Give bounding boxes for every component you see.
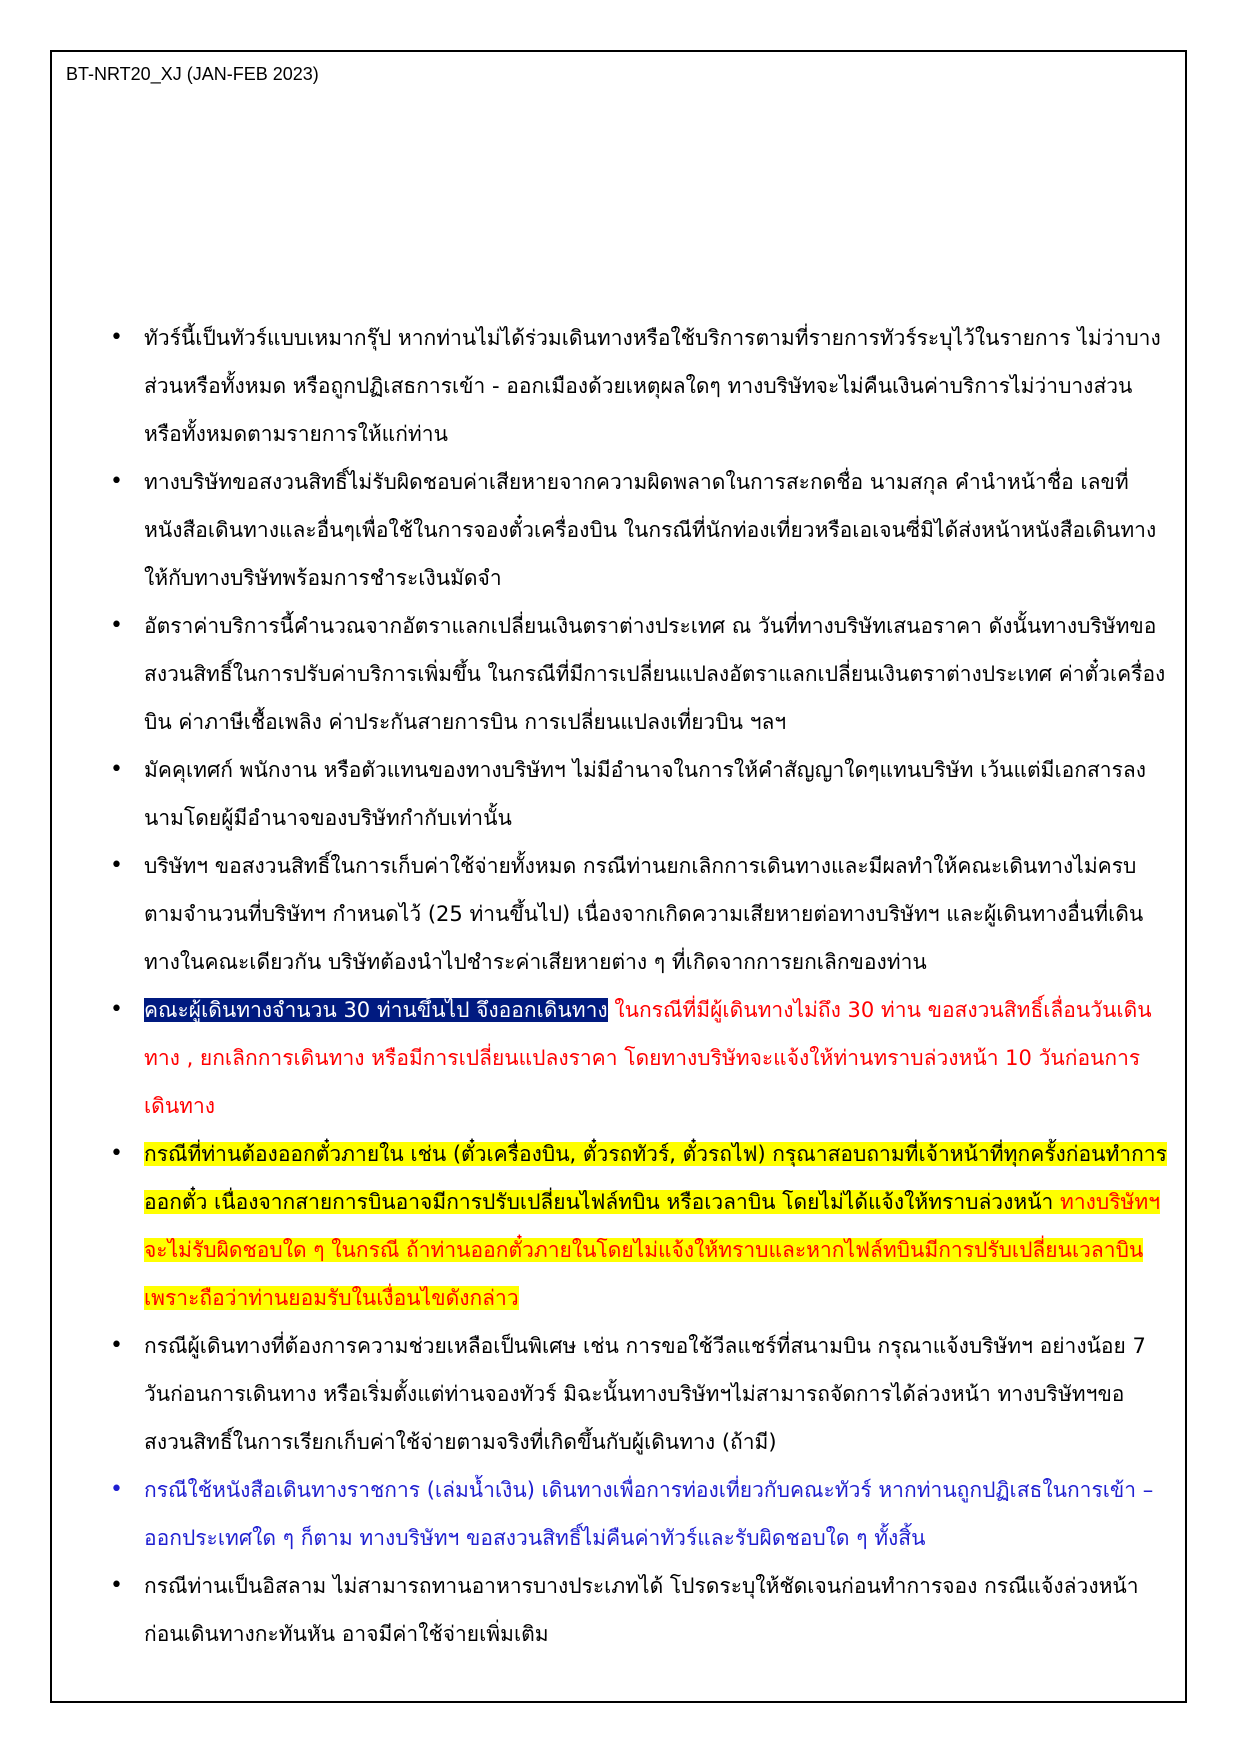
list-item <box>110 458 1167 602</box>
item-text: บริษัทฯ ขอสงวนสิทธิ์ในการเก็บค่าใช้จ่ายทั้งหมด กรณีท่านยกเลิกการเดินทางและมีผลทำให้คณะเดินทางไม่ครบตามจำนวนที่บริษัทฯ กำหนดไว้ (25 ท่านขึ้นไป) เนื่องจากเกิดความเสียหายต่อทางบริษัทฯ และผู้เดินทางอื่นที่เดินทางในคณะเดียวกัน บริษัทต้องนำไปชำระค่าเสียหายต่าง ๆ ที่เกิดจากการยกเลิกของท่าน <box>144 854 1144 974</box>
list-item <box>110 746 1167 842</box>
page-frame <box>50 50 1187 1703</box>
item-text: กรณีท่านเป็นอิสลาม ไม่สามารถทานอาหารบางประเภทได้ โปรดระบุให้ชัดเจนก่อนทำการจอง กรณีแจ้งล่วงหน้าก่อนเดินทางกะทันหัน อาจมีค่าใช้จ่ายเพิ่มเติม <box>144 1574 1139 1646</box>
highlighted-warning-red: ทางบริษัทฯ จะไม่รับผิดชอบใด ๆ ในกรณี ถ้าท่านออกตั๋วภายในโดยไม่แจ้งให้ทราบและหากไฟล์ทบินมีการปรับเปลี่ยนเวลาบินเพราะถือว่าท่านยอมรับในเงื่อนไขดังกล่าว <box>144 1190 1161 1310</box>
highlighted-condition: คณะผู้เดินทางจำนวน 30 ท่านขึ้นไป จึงออกเดินทาง <box>144 998 608 1022</box>
item-text: อัตราค่าบริการนี้คำนวณจากอัตราแลกเปลี่ยนเงินตราต่างประเทศ ณ วันที่ทางบริษัทเสนอราคา ดังนั้นทางบริษัทขอสงวนสิทธิ์ในการปรับค่าบริการเพิ่มขึ้น ในกรณีที่มีการเปลี่ยนแปลงอัตราแลกเปลี่ยนเงินตราต่างประเทศ ค่าตั๋วเครื่องบิน ค่าภาษีเชื้อเพลิง ค่าประกันสายการบิน การเปลี่ยนแปลงเที่ยวบิน ฯลฯ <box>144 614 1166 734</box>
item-text-blue: กรณีใช้หนังสือเดินทางราชการ (เล่มน้ำเงิน) เดินทางเพื่อการท่องเที่ยวกับคณะทัวร์ หากท่านถูกปฏิเสธในการเข้า – ออกประเทศใด ๆ ก็ตาม ทางบริษัทฯ ขอสงวนสิทธิ์ไม่คืนค่าทัวร์และรับผิดชอบใด ๆ ทั้งสิ้น <box>144 1478 1154 1550</box>
list-item <box>110 842 1167 986</box>
list-item <box>110 314 1167 458</box>
item-text: ทัวร์นี้เป็นทัวร์แบบเหมากรุ๊ป หากท่านไม่ได้ร่วมเดินทางหรือใช้บริการตามที่รายการทัวร์ระบุไว้ในรายการ ไม่ว่าบางส่วนหรือทั้งหมด หรือถูกปฏิเสธการเข้า - ออกเมืองด้วยเหตุผลใดๆ ทางบริษัทจะไม่คืนเงินค่าบริการไม่ว่าบางส่วนหรือทั้งหมดตามรายการให้แก่ท่าน <box>144 326 1161 446</box>
item-text: ทางบริษัทขอสงวนสิทธิ์ไม่รับผิดชอบค่าเสียหายจากความผิดพลาดในการสะกดชื่อ นามสกุล คำนำหน้าชื่อ เลขที่หนังสือเดินทางและอื่นๆเพื่อใช้ในการจองตั๋วเครื่องบิน ในกรณีที่นักท่องเที่ยวหรือเอเจนซี่มิได้ส่งหน้าหนังสือเดินทางให้กับทางบริษัทพร้อมการชำระเงินมัดจำ <box>144 470 1157 590</box>
list-item <box>110 1322 1167 1466</box>
item-text: กรณีผู้เดินทางที่ต้องการความช่วยเหลือเป็นพิเศษ เช่น การขอใช้วีลแชร์ที่สนามบิน กรุณาแจ้งบริษัทฯ อย่างน้อย 7 วันก่อนการเดินทาง หรือเริ่มตั้งแต่ท่านจองทัวร์ มิฉะนั้นทางบริษัทฯไม่สามารถจัดการได้ล่วงหน้า ทางบริษัทฯขอสงวนสิทธิ์ในการเรียกเก็บค่าใช้จ่ายตามจริงที่เกิดขึ้นกับผู้เดินทาง (ถ้ามี) <box>144 1334 1146 1454</box>
list-item-official-passport <box>110 1466 1167 1562</box>
list-item <box>110 1562 1167 1658</box>
item-text-red: ในกรณีที่มีผู้เดินทางไม่ถึง 30 ท่าน ขอสงวนสิทธิ์เลื่อนวันเดินทาง , ยกเลิกการเดินทาง หรือมีการเปลี่ยนแปลงราคา โดยทางบริษัทจะแจ้งให้ท่านทราบล่วงหน้า 10 วันก่อนการเดินทาง <box>144 998 1152 1118</box>
list-item-internal-tickets <box>110 1130 1167 1322</box>
terms-list <box>110 314 1167 1658</box>
highlighted-warning: กรณีที่ท่านต้องออกตั๋วภายใน เช่น (ตั๋วเครื่องบิน, ตั๋วรถทัวร์, ตั๋วรถไฟ) กรุณาสอบถามที่เจ้าหน้าที่ทุกครั้งก่อนทำการออกตั๋ว เนื่องจากสายการบินอาจมีการปรับเปลี่ยนไฟล์ทบิน หรือเวลาบิน โดยไม่ได้แจ้งให้ทราบล่วงหน้า <box>144 1142 1167 1214</box>
list-item <box>110 602 1167 746</box>
document-code: BT-NRT20_XJ (JAN-FEB 2023) <box>66 64 319 84</box>
list-item-min-travelers <box>110 986 1167 1130</box>
item-text: มัคคุเทศก์ พนักงาน หรือตัวแทนของทางบริษัทฯ ไม่มีอำนาจในการให้คำสัญญาใดๆแทนบริษัท เว้นแต่มีเอกสารลงนามโดยผู้มีอำนาจของบริษัทกำกับเท่านั้น <box>144 758 1147 830</box>
